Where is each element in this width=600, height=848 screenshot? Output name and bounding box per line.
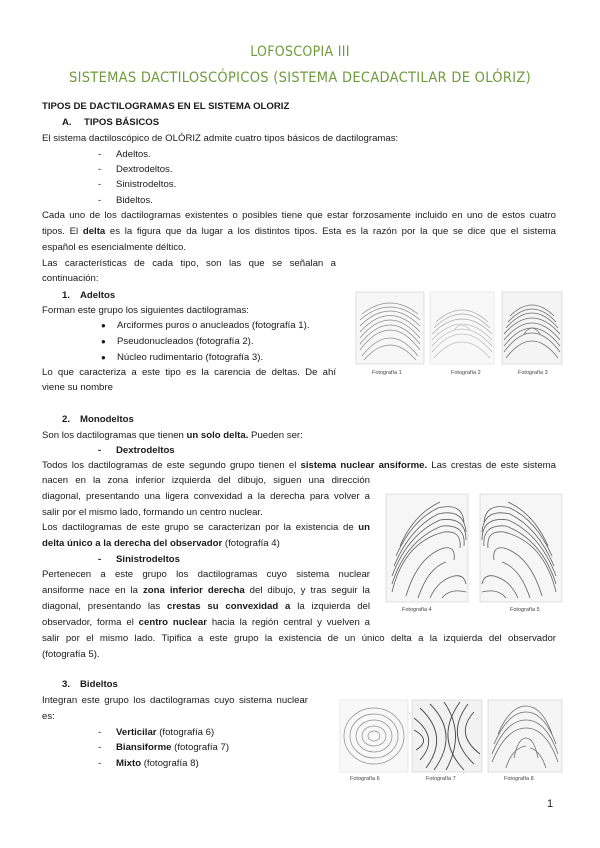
list-item: Biansiforme (fotografía 7) (116, 742, 230, 753)
list-item: Sinistrodeltos. (116, 179, 177, 190)
caption-photo-7: Fotografía 7 (426, 776, 456, 782)
para1-line3: español es esencialmente déltico. (42, 242, 186, 253)
fingerprint-photo-8 (486, 698, 564, 774)
adeltos-para-line2: viene su nombre (42, 382, 113, 393)
section-3-number: 3. (62, 679, 71, 690)
sinistrodeltos-label: Sinistrodeltos (116, 554, 180, 565)
document-subtitle: SISTEMAS DACTILOSCÓPICOS (SISTEMA DECADACTILAR DE OLÓRIZ) (69, 70, 531, 86)
fingerprint-photo-6 (338, 698, 410, 774)
sinistro-line5: salir por el mismo lado. Tipifica a este grupo la existencia de un único delta a la izquierda del observador (42, 633, 556, 644)
dextrodeltos-label: Dextrodeltos (116, 445, 175, 456)
bideltos-para-line2: es: (42, 711, 55, 722)
list-item: Bideltos. (116, 195, 153, 206)
list-dash: - (98, 727, 102, 738)
fingerprint-photo-3 (500, 290, 564, 366)
fingerprint-photo-7 (410, 698, 484, 774)
para2-line1: Las características de cada tipo, son las que se señalan a (42, 258, 336, 269)
list-dash: - (98, 164, 102, 175)
dextro-line6: delta único a la derecha del observador (fotografía 4) (42, 538, 280, 549)
adeltos-para-line1: Lo que caracteriza a este tipo es la carencia de deltas. De ahí (42, 367, 336, 378)
document-title: LOFOSCOPIA III (250, 44, 350, 60)
section-3-label: Bideltos (80, 679, 118, 690)
dextro-line2: nacen en la zona inferior izquierda del dibujo, siguen una dirección (42, 475, 370, 486)
fingerprint-photo-1 (354, 290, 426, 366)
caption-photo-5: Fotografía 5 (510, 607, 540, 613)
dextro-line4: salir por el mismo lado, formando un centro nuclear. (42, 507, 263, 518)
list-item: Verticilar (fotografía 6) (116, 727, 215, 738)
monodeltos-intro: Son los dactilogramas que tienen un solo delta. Pueden ser: (42, 430, 303, 441)
para1-line2: tipos. El delta es la figura que da lugar a los distintos tipos. Esta es la razón por la que se dice que el sistema (42, 226, 556, 237)
list-dash: - (98, 554, 102, 565)
caption-photo-3: Fotografía 3 (518, 370, 548, 376)
list-dash: - (98, 195, 102, 206)
section-2-label: Monodeltos (80, 414, 134, 425)
list-dash: - (98, 179, 102, 190)
list-item: Núcleo rudimentario (fotografía 3). (117, 352, 264, 363)
section-a-label: TIPOS BÁSICOS (84, 117, 160, 128)
fingerprint-photo-2 (428, 290, 496, 366)
heading-tipos: TIPOS DE DACTILOGRAMAS EN EL SISTEMA OLORIZ (42, 101, 290, 112)
bideltos-para-line1: Integran este grupo los dactilogramas cuyo sistema nuclear (42, 695, 308, 706)
list-item: Mixto (fotografía 8) (116, 758, 199, 769)
list-dash: - (98, 758, 102, 769)
caption-photo-1: Fotografía 1 (372, 370, 402, 376)
fingerprint-photo-5 (478, 492, 564, 604)
caption-photo-2: Fotografía 2 (451, 370, 481, 376)
bullet: ● (101, 353, 106, 362)
section-1-number: 1. (62, 290, 71, 301)
para2-line2: continuación: (42, 273, 99, 284)
section-1-label: Adeltos (80, 290, 116, 301)
fingerprint-photo-4 (384, 492, 470, 604)
list-dash: - (98, 445, 102, 456)
bullet: ● (101, 321, 106, 330)
list-dash: - (98, 149, 102, 160)
dextro-line3: diagonal, presentando una ligera convexidad a la derecha para volver a (42, 491, 370, 502)
sinistro-line3: diagonal, presentando las crestas su convexidad a la izquierda del (42, 601, 370, 612)
list-item: Pseudonucleados (fotografía 2). (117, 336, 254, 347)
sinistro-line1: Pertenecen a este grupo los dactilogramas cuyo sistema nuclear (42, 569, 370, 580)
para1-line1: Cada uno de los dactilogramas existentes o posibles tiene que estar forzosamente incluido en uno de estos cuatro (42, 210, 556, 221)
caption-photo-8: Fotografía 8 (504, 776, 534, 782)
page-number: 1 (547, 798, 554, 810)
sinistro-line6: (fotografía 5). (42, 649, 100, 660)
list-dash: - (98, 742, 102, 753)
section-a-letter: A. (62, 117, 72, 128)
sinistro-line4: observador, forma el centro nuclear hacia la región central y vuelven a (42, 617, 370, 628)
list-item: Dextrodeltos. (116, 164, 173, 175)
dextro-line5: Los dactilogramas de este grupo se caracterizan por la existencia de un (42, 522, 370, 533)
bullet: ● (101, 337, 106, 346)
section-2-number: 2. (62, 414, 71, 425)
list-item: Arciformes puros o anucleados (fotografía 1). (117, 320, 310, 331)
dextro-line1: Todos los dactilogramas de este segundo grupo tienen el sistema nuclear ansiforme. Las crestas de este sistema (42, 460, 556, 471)
intro-text: El sistema dactiloscópico de OLÓRIZ admite cuatro tipos básicos de dactilogramas: (42, 133, 399, 144)
list-item: Adeltos. (116, 149, 151, 160)
sinistro-line2: ansiforme nace en la zona inferior derecha del dibujo, y tras seguir la (42, 585, 370, 596)
adeltos-intro: Forman este grupo los siguientes dactilogramas: (42, 305, 249, 316)
caption-photo-6: Fotografía 6 (350, 776, 380, 782)
caption-photo-4: Fotografía 4 (402, 607, 432, 613)
